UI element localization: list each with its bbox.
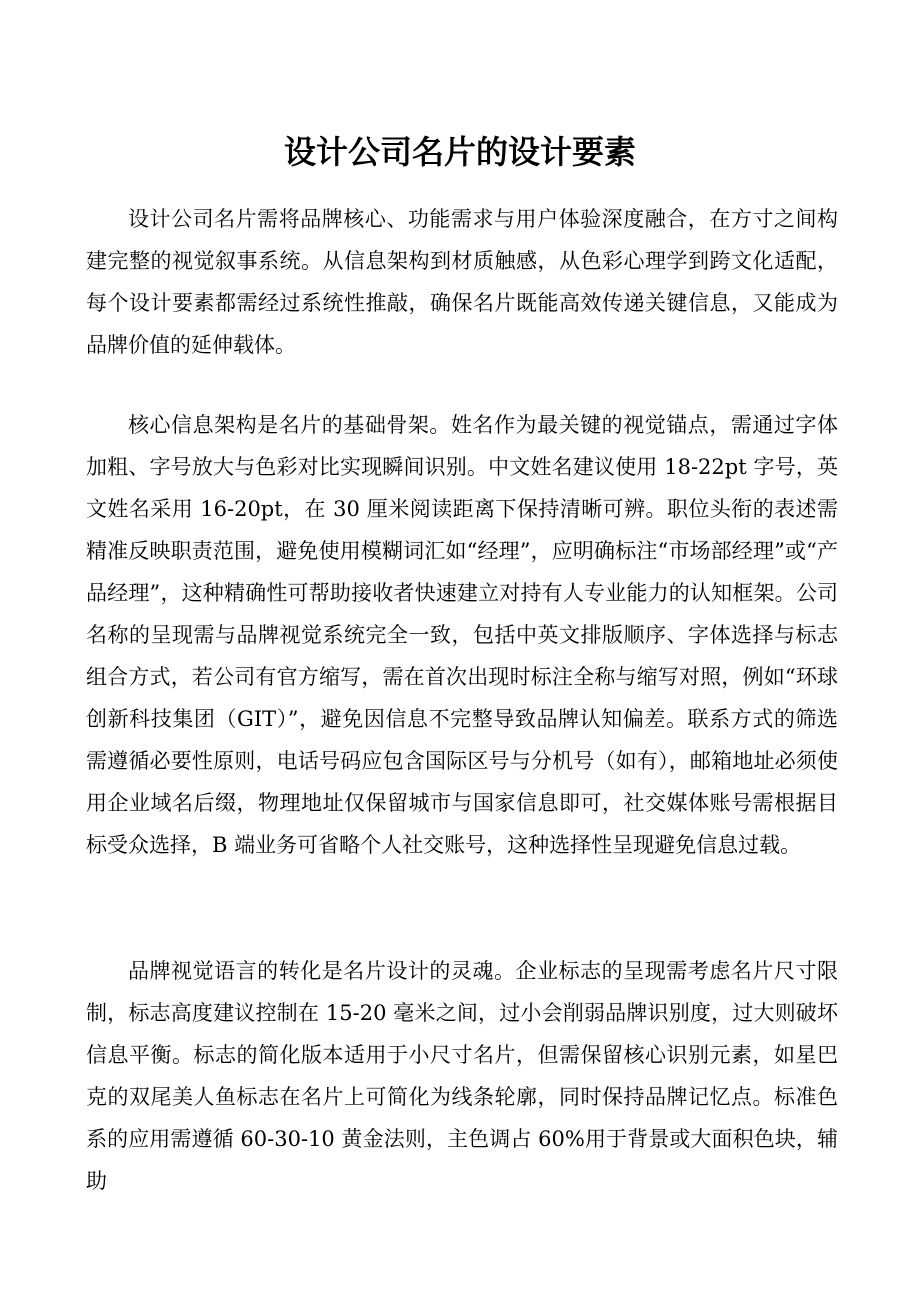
paragraph-intro: 设计公司名片需将品牌核心、功能需求与用户体验深度融合，在方寸之间构建完整的视觉叙事系统。从信息架构到材质触感，从色彩心理学到跨文化适配，每个设计要素都需经过系统性推敲，确保名片既能高效传递关键信息，又能成为品牌价值的延伸载体。 bbox=[86, 207, 838, 357]
document-title: 设计公司名片的设计要素 bbox=[283, 133, 636, 171]
paragraph-brand-visual: 品牌视觉语言的转化是名片设计的灵魂。企业标志的呈现需考虑名片尺寸限制，标志高度建议控制在 15-20 毫米之间，过小会削弱品牌识别度，过大则破坏信息平衡。标志的简化版本适用于小尺寸名片，但需保留核心识别元素，如星巴克的双尾美人鱼标志在名片上可简化为线条轮廓，同时保持品牌记忆点。标准色系的应用需遵循 60-30-10 黄金法则，主色调占 60%用于背景或大面积色块，辅助 bbox=[86, 959, 838, 1193]
paragraph-core-information: 核心信息架构是名片的基础骨架。姓名作为最关键的视觉锚点，需通过字体加粗、字号放大与色彩对比实现瞬间识别。中文姓名建议使用 18-22pt 字号，英文姓名采用 16-20pt，在 30 厘米阅读距离下保持清晰可辨。职位头衔的表述需精准反映职责范围，避免使用模糊词汇如“经理”，应明确标注“市场部经理”或“产品经理”，这种精确性可帮助接收者快速建立对持有人专业能力的认知框架。公司名称的呈现需与品牌视觉系统完全一致，包括中英文排版顺序、字体选择与标志组合方式，若公司有官方缩写，需在首次出现时标注全称与缩写对照，例如“环球创新科技集团（GIT）”，避免因信息不完整导致品牌认知偏差。联系方式的筛选需遵循必要性原则，电话号码应包含国际区号与分机号（如有），邮箱地址必须使用企业域名后缀，物理地址仅保留城市与国家信息即可，社交媒体账号需根据目标受众选择，B 端业务可省略个人社交账号，这种选择性呈现避免信息过载。 bbox=[86, 413, 838, 857]
